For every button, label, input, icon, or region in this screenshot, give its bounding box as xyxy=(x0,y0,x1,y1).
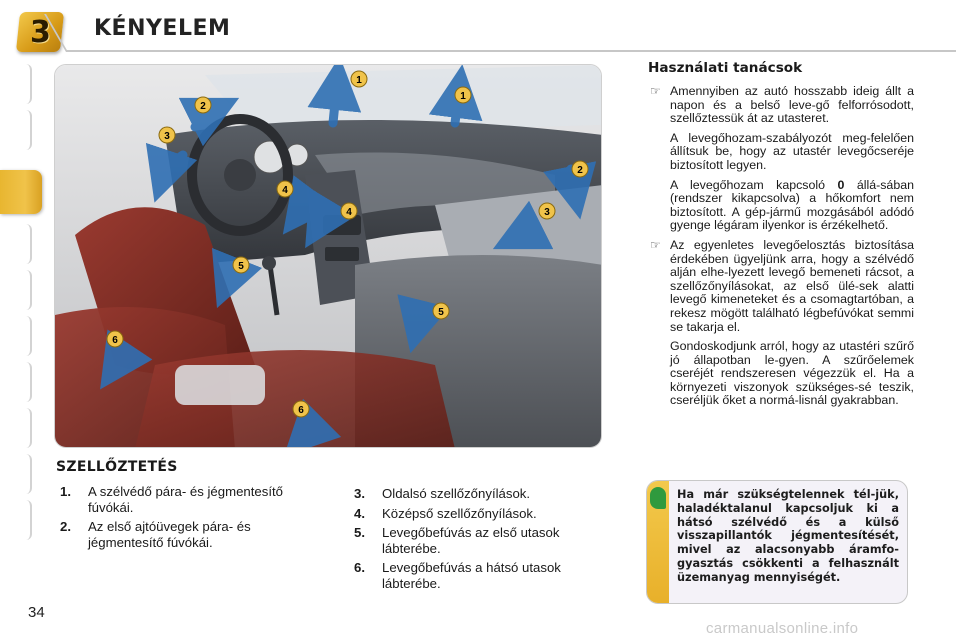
callout-label: 6 xyxy=(112,335,118,346)
legend-text: Az első ajtóüvegek pára- és jégmentesítő fúvókái. xyxy=(88,519,251,550)
callout-label: 1 xyxy=(356,75,362,86)
chapter-tab-9[interactable] xyxy=(10,454,32,494)
tip-paragraph: Gondoskodjunk arról, hogy az utastéri szűrő jó állapotban le-gyen. A szűrőelemek cseréjét rendszeresen végezzük el. Ha a környezeti viszonyok szükséges-sé teszik, cseréljük őket a normá-lisnál gyakrabban. xyxy=(670,339,914,408)
gear-knob xyxy=(262,256,276,270)
tip-paragraph xyxy=(648,179,914,233)
switch-position-zero: 0 xyxy=(837,177,845,192)
legend-item xyxy=(350,506,610,522)
interior-drawing xyxy=(55,65,602,448)
tips-title: Használati tanácsok xyxy=(648,60,803,76)
legend-item xyxy=(350,560,610,591)
leaf-icon xyxy=(650,487,666,509)
tip-paragraph: Az egyenletes levegőelosztás biztosítása érdekében ügyeljünk arra, hogy a szélvédő alján elhe-lyezett levegő bemeneti rácsot, a szellőzőnyílásokat, az első ülé-sek alatti levegő kimeneteket és a csomagtartóban, a rekesz mögött található légbefúvókat semmi se takarja el. xyxy=(670,237,914,334)
car-interior-illustration xyxy=(54,64,602,448)
legend-item xyxy=(350,486,610,502)
legend-number: 4. xyxy=(354,505,365,521)
eco-tip-box xyxy=(646,480,908,604)
legend-number: 5. xyxy=(354,525,365,540)
legend-item xyxy=(56,519,318,550)
legend-number: 6. xyxy=(354,560,365,575)
callout-label: 1 xyxy=(460,91,466,102)
legend-number: 1. xyxy=(60,484,71,499)
callout-label: 4 xyxy=(346,207,352,218)
tip-block-2 xyxy=(648,239,914,408)
tip-paragraph: Amennyiben az autó hosszabb ideig állt a napon és a belső leve-gő felforrósodott, szellőztessük át az utasteret. xyxy=(670,84,914,126)
callout-label: 5 xyxy=(238,261,244,272)
section-heading: SZELLŐZTETÉS xyxy=(56,459,178,475)
chapter-tab-5[interactable] xyxy=(10,270,32,310)
legend-text: A szélvédő pára- és jégmentesítő fúvókái. xyxy=(88,484,283,515)
pointing-hand-icon: ☞ xyxy=(650,237,661,252)
callout-label: 2 xyxy=(200,101,206,112)
legend-number: 3. xyxy=(354,486,365,501)
callout-label: 2 xyxy=(577,165,583,176)
legend-list-left xyxy=(56,484,318,554)
tip-text: A levegőhozam kapcsoló xyxy=(670,177,826,192)
chapter-tabs xyxy=(0,64,34,574)
callout-label: 3 xyxy=(544,207,550,218)
legend-text: Levegőbefúvás a hátsó utasok lábterébe. xyxy=(382,560,561,591)
callout-label: 4 xyxy=(282,185,288,196)
eco-tip-text: Ha már szükségtelennek tél-jük, haladéktalanul kapcsoljuk ki a hátsó szélvédő és a külső visszapillantók jégmentesítését, mivel az alacsonyabb áramfo-gyasztás csökkenti a felhasznált üzemanyag mennyiségét. xyxy=(677,488,899,584)
watermark: carmanualsonline.info xyxy=(706,620,859,637)
chapter-tab-4[interactable] xyxy=(10,224,32,264)
pointing-hand-icon: ☞ xyxy=(650,84,661,98)
chapter-tab-2[interactable] xyxy=(10,110,32,150)
legend-text: Oldalsó szellőzőnyílások. xyxy=(382,486,531,501)
chapter-tab-7[interactable] xyxy=(10,362,32,402)
legend-number: 2. xyxy=(60,519,71,534)
tip-block-1 xyxy=(648,85,914,233)
page-title: KÉNYELEM xyxy=(94,16,231,41)
chapter-tab-1[interactable] xyxy=(10,64,32,104)
tip-paragraph: A levegőhozam-szabályozót meg-felelően állítsuk be, hogy az utastér levegőcseréje biztosított legyen. xyxy=(670,130,914,172)
usage-tips xyxy=(648,60,914,414)
page-number: 34 xyxy=(28,604,45,621)
callout-label: 3 xyxy=(164,131,170,142)
legend-text: Levegőbefúvás az első utasok lábterébe. xyxy=(382,525,560,556)
legend-item xyxy=(56,484,318,515)
callout-label: 6 xyxy=(298,405,304,416)
chapter-tab-10[interactable] xyxy=(10,500,32,540)
callout-label: 5 xyxy=(438,307,444,318)
chapter-tab-8[interactable] xyxy=(10,408,32,448)
chapter-tab-6[interactable] xyxy=(10,316,32,356)
chapter-tab-3-active[interactable] xyxy=(0,170,42,214)
legend-item xyxy=(350,525,610,556)
legend-text: Középső szellőzőnyílások. xyxy=(382,505,537,521)
legend-list-right xyxy=(350,486,610,595)
chapter-number: 3 xyxy=(29,14,51,50)
tip-text: állá-sában (rendszer kikapcsolva) a hőkomfort nem biztosított. A gép-jármű mozgásából adódó gyenge légáram ilyenkor is érzékelhető. xyxy=(670,177,915,233)
